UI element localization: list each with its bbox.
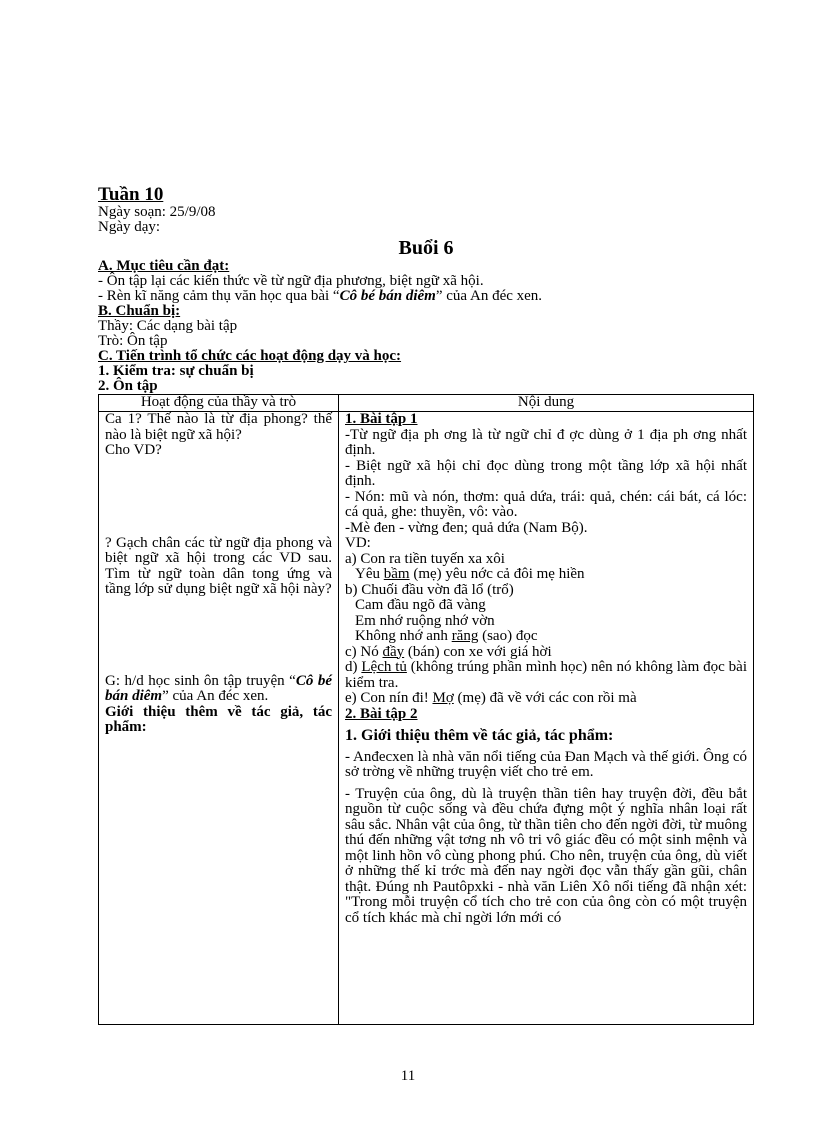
table-header-row	[99, 395, 754, 412]
prep-date: Ngày soạn: 25/9/08	[98, 204, 216, 220]
objective-2: - Rèn kĩ năng cảm thụ văn học qua bài “Cô bé bán diêm” của An đéc xen.	[98, 288, 543, 304]
teacher-prep: Thầy: Các dạng bài tập	[98, 318, 238, 334]
page-number: 11	[400, 1068, 416, 1084]
exercise-1-line-4: -Mè đen - vừng đen; quả dứa (Nam Bộ).	[345, 519, 588, 536]
example-b-3: Em nhớ ruộng nhớ vờn	[355, 612, 495, 629]
example-b-1: b) Chuối đầu vờn đã lổ (trổ)	[345, 581, 514, 598]
question-1: Ca 1? Thế nào là từ địa phong? thế nào là biệt ngữ xã hội?	[105, 411, 332, 443]
exercise-1-title: 1. Bài tập 1	[345, 411, 418, 427]
content-cell	[339, 412, 754, 1025]
example-a-1: a) Con ra tiền tuyến xa xôi	[345, 550, 505, 567]
example-b-2: Cam đầu ngõ đã vàng	[355, 597, 486, 613]
teach-date: Ngày dạy:	[98, 219, 161, 235]
column-header-activities: Hoạt động của thầy và trò	[99, 395, 339, 412]
exercise-2-subtitle: 1. Giới thiệu thêm về tác giả, tác phẩm:	[345, 727, 614, 744]
example-c: c) Nó đầy (bán) con xe với giá hời	[345, 643, 552, 660]
story-title: Cô bé bán diêm	[339, 288, 436, 304]
author-paragraph-2: - Truyện của ông, dù là truyện thần tiên hay truyện đời, đều bắt nguồn từ cuộc sống và đều chứa đựng một ý nghĩa nhân loại rất sâu sắc. Nhân vật của ông, từ thần tiên cho đến ngời đời, từ muông thú đến những vật tơng nh vô tri vô giác đều có một sinh mệnh và một linh hồn vô cùng phong phú. Cho nên, truyện của ông, dù viết ở những thế kỉ trớc mà đến nay ngời đọc vẫn thấy gần gũi, chân thật. Đúng nh Pautôpxki - nhà văn Liên Xô nổi tiếng đã nhận xét: "Trong mỗi truyện cổ tích cho trẻ con của ông còn có một truyện cổ tích khác mà chỉ ngời lớn mới có	[345, 785, 747, 926]
guidance-note: G: h/d học sinh ôn tập truyện “Cô bé bán diêm” của An đéc xen.	[105, 672, 332, 704]
week-title: Tuần 10	[98, 184, 164, 205]
column-header-content: Nội dung	[339, 395, 754, 412]
example-a-2: Yêu bầm (mẹ) yêu nớc cả đôi mẹ hiền	[355, 566, 585, 582]
question-1-example: Cho VD?	[105, 442, 162, 458]
example-label: VD:	[345, 535, 371, 551]
objective-1: - Ôn tập lại các kiến thức về từ ngữ địa phương, biệt ngữ xã hội.	[98, 273, 484, 289]
step-2: 2. Ôn tập	[98, 378, 158, 394]
question-2: ? Gạch chân các từ ngữ địa phong và biệt ngữ xã hội trong các VD sau. Tìm từ ngữ toàn dân tong ứng và tầng lớp sử dụng biệt ngữ xã hội này?	[105, 534, 332, 597]
student-prep: Trò: Ôn tập	[98, 333, 168, 349]
intro-heading-left: Giới thiệu thêm về tác giả, tác phẩm:	[105, 703, 332, 735]
step-1: 1. Kiểm tra: sự chuẩn bị	[98, 363, 254, 379]
example-e: e) Con nín đi! Mợ (mẹ) đã về với các con rồi mà	[345, 690, 637, 706]
section-c-title: C. Tiến trình tổ chức các hoạt động dạy và học:	[98, 348, 402, 364]
author-paragraph-1: - Anđecxen là nhà văn nổi tiếng của Đan Mạch và thế giới. Ông có sở trờng về những truyện viết cho trẻ em.	[345, 748, 747, 780]
table-row	[99, 412, 754, 1025]
exercise-1-line-1: -Từ ngữ địa ph ơng là từ ngữ chỉ đ ợc dùng ở 1 địa ph ơng nhất định.	[345, 426, 747, 458]
exercise-1-line-2: - Biệt ngữ xã hội chỉ đọc dùng trong một tầng lớp xã hội nhất định.	[345, 457, 747, 489]
section-a-title: A. Mục tiêu cần đạt:	[98, 258, 230, 274]
exercise-2-title: 2. Bài tập 2	[345, 705, 418, 722]
document-page	[98, 185, 754, 1025]
section-b-title: B. Chuẩn bị:	[98, 303, 181, 319]
exercise-1-line-3: - Nón: mũ và nón, thơm: quả dứa, trái: quả, chén: cái bát, cá lóc: cá quả, ghe: thuyền, vô: vào.	[345, 488, 747, 520]
example-d: d) Lệch tủ (không trúng phần mình học) nên nó không làm đọc bài kiểm tra.	[345, 659, 747, 691]
activities-cell	[99, 412, 339, 1025]
example-b-4: Không nhớ anh răng (sao) đọc	[355, 628, 538, 644]
lesson-table	[98, 394, 754, 1025]
session-title: Buổi 6	[398, 237, 454, 259]
